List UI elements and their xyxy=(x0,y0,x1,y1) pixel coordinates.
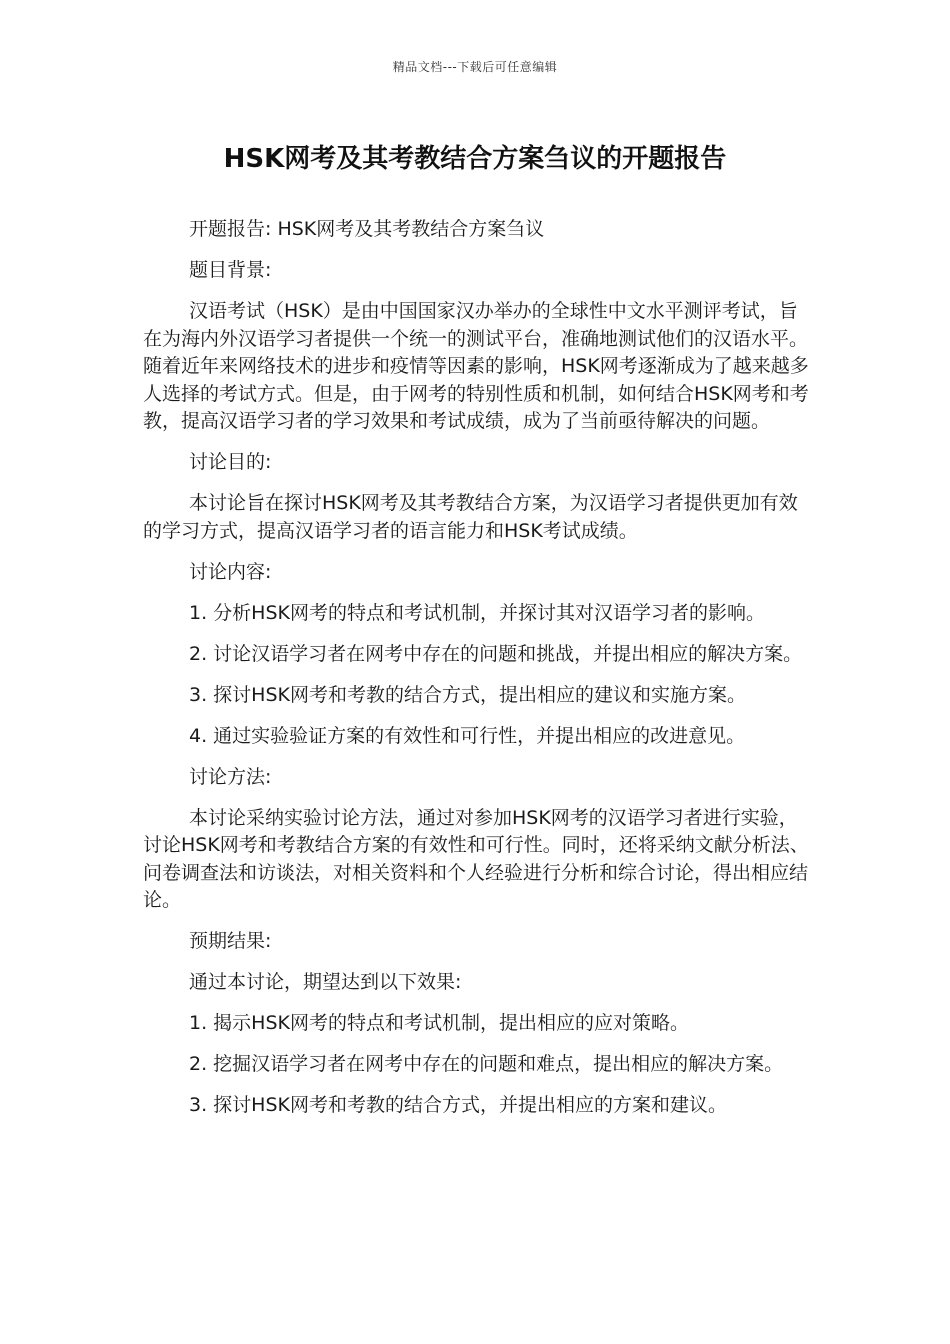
header-note: 精品文档---下载后可任意编辑 xyxy=(392,60,558,74)
paragraph-expected-intro: 通过本讨论，期望达到以下效果: xyxy=(189,971,462,993)
paragraph-background: 汉语考试（HSK）是由中国国家汉办举办的全球性中文水平测评考试，旨在为海内外汉语学习者提供一个统一的测试平台，准确地测试他们的汉语水平。随着近年来网络技术的进步和疫情等因素的影响，HSK网考逐渐成为了越来越多人选择的考试方式。但是，由于网考的特别性质和机制，如何结合HSK网考和考教，提高汉语学习者的学习效果和考试成绩，成为了当前亟待解决的问题。 xyxy=(143,300,809,432)
content-item-2: 2. 讨论汉语学习者在网考中存在的问题和挑战，并提出相应的解决方案。 xyxy=(189,642,803,665)
heading-method: 讨论方法: xyxy=(189,765,272,788)
content-item-4: 4. 通过实验验证方案的有效性和可行性，并提出相应的改进意见。 xyxy=(189,724,746,747)
content-item-3: 3. 探讨HSK网考和考教的结合方式，提出相应的建议和实施方案。 xyxy=(189,683,746,706)
heading-expected-results: 预期结果: xyxy=(189,930,272,952)
heading-background: 题目背景: xyxy=(189,259,272,281)
result-item-1: 1. 揭示HSK网考的特点和考试机制，提出相应的应对策略。 xyxy=(189,1012,689,1034)
paragraph-purpose: 本讨论旨在探讨HSK网考及其考教结合方案，为汉语学习者提供更加有效的学习方式，提高汉语学习者的语言能力和HSK考试成绩。 xyxy=(143,492,798,542)
content-item-1: 1. 分析HSK网考的特点和考试机制，并探讨其对汉语学习者的影响。 xyxy=(189,601,765,624)
heading-content: 讨论内容: xyxy=(189,560,272,583)
result-item-3: 3. 探讨HSK网考和考教的结合方式，并提出相应的方案和建议。 xyxy=(189,1094,727,1116)
result-item-2: 2. 挖掘汉语学习者在网考中存在的问题和难点，提出相应的解决方案。 xyxy=(189,1053,784,1075)
heading-purpose: 讨论目的: xyxy=(189,451,272,473)
document-body xyxy=(143,216,813,1133)
document-title: HSK网考及其考教结合方案刍议的开题报告 xyxy=(223,144,727,174)
paragraph-report-title: 开题报告: HSK网考及其考教结合方案刍议 xyxy=(189,218,545,240)
paragraph-method: 本讨论采纳实验讨论方法，通过对参加HSK网考的汉语学习者进行实验，讨论HSK网考和考教结合方案的有效性和可行性。同时，还将采纳文献分析法、问卷调查法和访谈法，对相关资料和个人经验进行分析和综合讨论，得出相应结论。 xyxy=(143,806,809,911)
